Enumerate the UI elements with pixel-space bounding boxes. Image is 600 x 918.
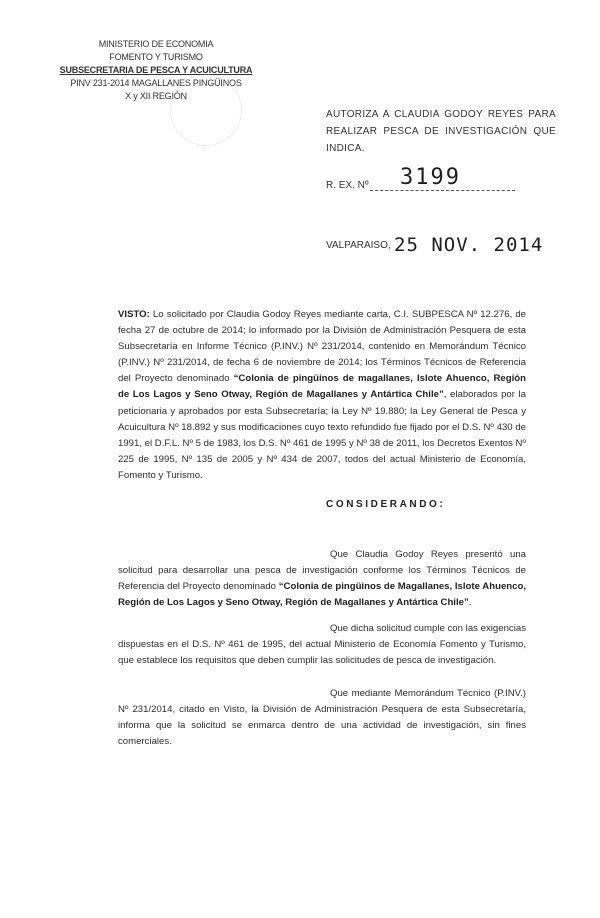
visto-label: VISTO: [118, 309, 150, 320]
p1-end: . [468, 597, 472, 609]
resolution-underline [370, 190, 515, 191]
visto-project-name: “Colonia de pingüinos de magallanes, Islote Ahuenco, Región de Los Lagos y Seno Otway, Región de Magallanes y Antártica Chile” [118, 373, 526, 401]
visto-text-1: Lo solicitado por Claudia Godoy Reyes mediante carta, C.I. SUBPESCA Nº 12.276, de fecha 27 de octubre de 2014; lo informado por la División de Administración Pesquera de esta Subsecretaría en Informe Técnico (P.INV.) Nº 231/2014, contenido en Memorándum Técnico (P.INV.) Nº 231/2014, de fecha 6 de noviembre de 2014; los Términos Técnicos de Referencia del Proyecto denominado [118, 309, 526, 385]
p3-text: Que mediante Memorándum Técnico (P.INV.) Nº 231/2014, citado en Visto, la División de Administración Pesquera de esta Subsecretaría, informa que la solicitud se enmarca dentro de una actividad de investigación, sin fines comerciales. [118, 688, 526, 748]
resolution-number: 3199 [400, 165, 461, 190]
date-stamp: 25 NOV. 2014 [394, 234, 544, 256]
considerando-heading: CONSIDERANDO: [326, 499, 446, 510]
p1-text: Que Claudia Godoy Reyes presentó una solicitud para desarrollar una pesca de investigación conforme los Términos Técnicos de Referencia del Proyecto denominado [118, 549, 526, 593]
p1-project-name: “Colonia de pingüinos de Magallanes, Islote Ahuenco, Región de Los Lagos y Seno Otway, Región de Magallanes y Antártica Chile” [118, 581, 527, 609]
place-city: VALPARAISO, [326, 240, 391, 251]
visto-section [118, 307, 526, 484]
p2-text: Que dicha solicitud cumple con las exigencias dispuestas en el D.S. Nº 461 de 1995, del actual Ministerio de Economía Fomento y Turismo, que establece los requisitos que deben cumplir las solicitudes de pesca de investigación. [118, 623, 526, 667]
header-ministry: MINISTERIO DE ECONOMIA [98, 39, 214, 49]
faded-stamp-seal [170, 74, 242, 146]
header-reference: PINV 231-2014 MAGALLANES PINGÜINOS [70, 78, 242, 88]
considerando-paragraph-3 [118, 686, 526, 750]
header-subsecretaria: SUBSECRETARIA DE PESCA Y ACUICULTURA [59, 65, 253, 75]
header-fomento: FOMENTO Y TURISMO [109, 52, 203, 62]
subject-line: AUTORIZA A CLAUDIA GODOY REYES PARA REALIZAR PESCA DE INVESTIGACIÓN QUE INDICA. [326, 109, 556, 154]
header-region: X y XII REGIÓN [125, 91, 187, 101]
resolution-label: R. EX. Nº [326, 180, 369, 191]
visto-text-2: , elaborados por la peticionaria y aprobados por esta Subsecretaría; la Ley Nº 19.880; la Ley General de Pesca y Acuicultura Nº 18.892 y sus modificaciones cuyo texto refundido fue fijado por el D.S. Nº 430 de 1991, el D.F.L. Nº 5 de 1983, los D.S. Nº 461 de 1995 y Nº 38 de 2011, los Decretos Exentos Nº 225 de 1995, Nº 135 de 2005 y Nº 434 de 2007, todos del actual Ministerio de Economía, Fomento y Turismo. [118, 389, 527, 481]
considerando-paragraph-2 [118, 621, 526, 669]
considerando-paragraph-1 [118, 547, 526, 611]
